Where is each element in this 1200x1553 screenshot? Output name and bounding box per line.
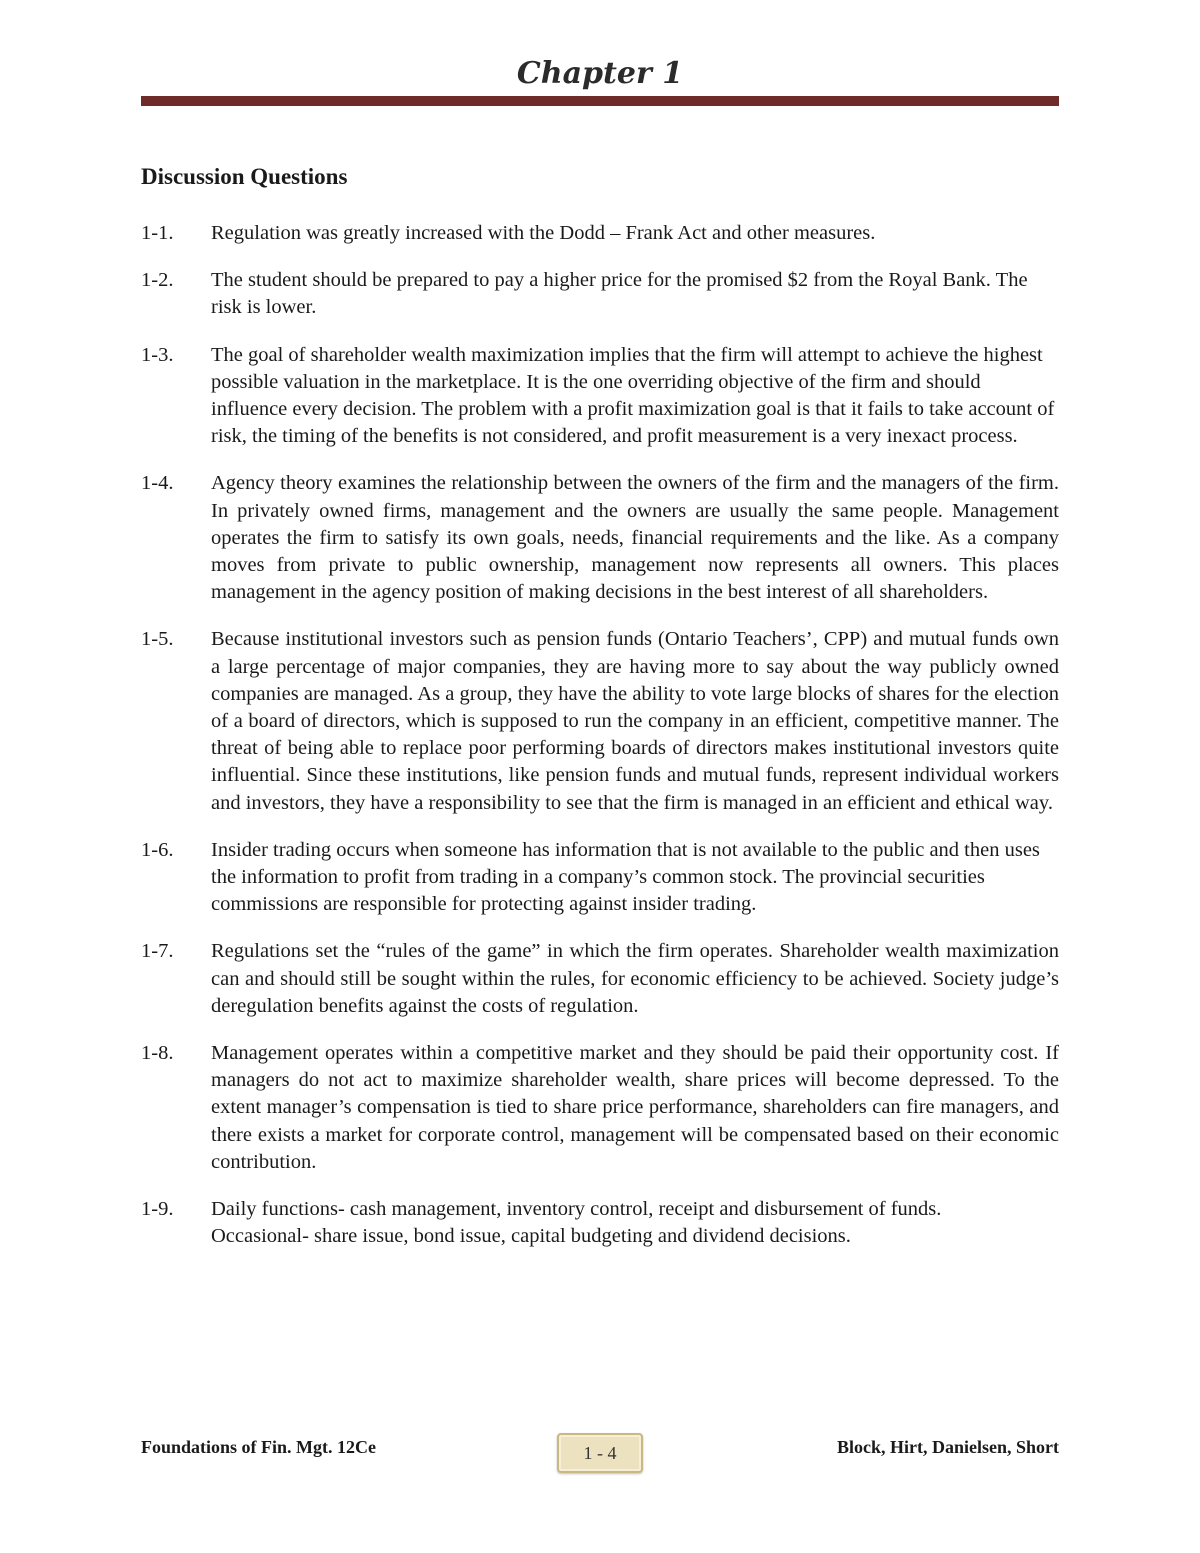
- question-1-5: [141, 626, 1059, 816]
- page-number-badge: 1 - 4: [557, 1433, 643, 1473]
- footer-book-title: Foundations of Fin. Mgt. 12Ce: [141, 1437, 377, 1457]
- question-number: 1-2.: [141, 269, 174, 292]
- question-1-8: [141, 1040, 1059, 1176]
- question-answer: Agency theory examines the relationship between the owners of the firm and the managers of the firm. In privately owned firms, management and the owners are usually the same people. Management operates the firm to satisfy its own goals, needs, financial requirements and the like. As a company moves from private to public ownership, management now represents all owners. This places management in the agency position of making decisions in the best interest of all shareholders.: [211, 472, 1059, 604]
- question-answer: The student should be prepared to pay a higher price for the promised $2 from the Royal Bank. The risk is lower.: [211, 269, 1028, 319]
- question-number: 1-4.: [141, 472, 174, 495]
- question-answer: [211, 1196, 1059, 1250]
- question-list: [141, 220, 1059, 1271]
- header-rule: [141, 96, 1059, 106]
- question-1-1: [141, 220, 1059, 247]
- chapter-title: Chapter 1: [516, 56, 684, 91]
- question-1-6: [141, 837, 1059, 919]
- question-1-9: [141, 1196, 1059, 1250]
- footer-authors: Block, Hirt, Danielsen, Short: [836, 1437, 1059, 1457]
- question-number: 1-7.: [141, 940, 174, 963]
- question-1-3: [141, 342, 1059, 451]
- answer-line-occasional: Occasional- share issue, bond issue, capital budgeting and dividend decisions.: [211, 1225, 851, 1248]
- question-number: 1-9.: [141, 1198, 174, 1221]
- question-answer: Regulations set the “rules of the game” in which the firm operates. Shareholder wealth maximization can and should still be sought within the rules, for economic efficiency to be achieved. Society judge’s deregulation benefits against the costs of regulation.: [211, 940, 1059, 1017]
- question-1-7: [141, 938, 1059, 1020]
- question-number: 1-3.: [141, 343, 174, 366]
- section-heading: Discussion Questions: [141, 164, 348, 189]
- question-1-2: [141, 267, 1059, 321]
- question-answer: The goal of shareholder wealth maximization implies that the firm will attempt to achieve the highest possible valuation in the marketplace. It is the one overriding objective of the firm and should influence every decision. The problem with a profit maximization goal is that it fails to take account of risk, the timing of the benefits is not considered, and profit measurement is a very inexact process.: [211, 343, 1055, 448]
- question-answer: Regulation was greatly increased with the Dodd – Frank Act and other measures.: [211, 222, 876, 244]
- answer-line-daily: Daily functions- cash management, inventory control, receipt and disbursement of funds.: [211, 1198, 942, 1221]
- question-answer: Management operates within a competitive market and they should be paid their opportunity cost. If managers do not act to maximize shareholder wealth, share prices will become depressed. To the extent manager’s compensation is tied to share price performance, shareholders can fire managers, and there exists a market for corporate control, management will be compensated based on their economic contribution.: [211, 1042, 1059, 1173]
- question-number: 1-6.: [141, 838, 174, 861]
- question-number: 1-5.: [141, 628, 174, 651]
- question-1-4: [141, 470, 1059, 606]
- question-answer: Insider trading occurs when someone has information that is not available to the public and then uses the information to profit from trading in a company’s common stock. The provincial securities commissions are responsible for protecting against insider trading.: [211, 838, 1040, 916]
- question-number: 1-8.: [141, 1042, 174, 1065]
- question-number: 1-1.: [141, 222, 174, 244]
- question-answer: Because institutional investors such as pension funds (Ontario Teachers’, CPP) and mutual funds own a large percentage of major companies, they are having more to say about the way publicly owned companies are managed. As a group, they have the ability to vote large blocks of shares for the election of a board of directors, which is supposed to run the company in an efficient, competitive manner. The threat of being able to replace poor performing boards of directors makes institutional investors quite influential. Since these institutions, like pension funds and mutual funds, represent individual workers and investors, they have a responsibility to see that the firm is managed in an efficient and ethical way.: [211, 628, 1059, 814]
